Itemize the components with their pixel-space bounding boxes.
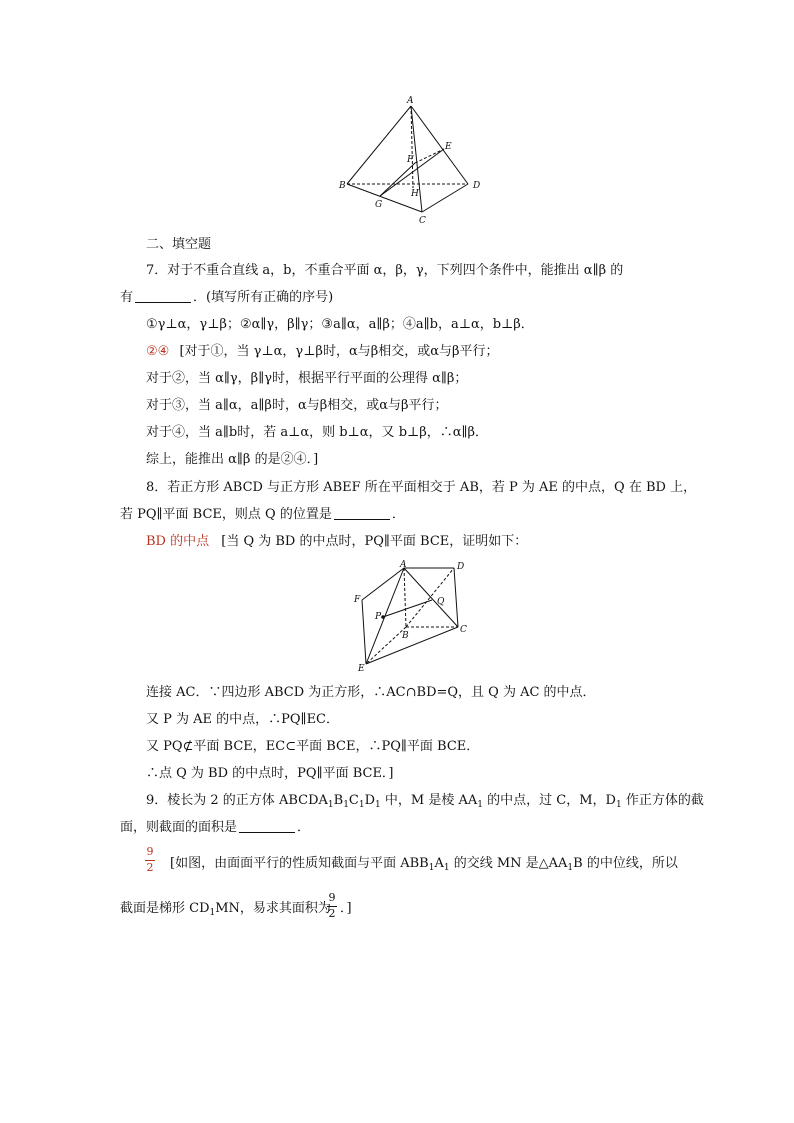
q8-explanation-head: [当 Q 为 BD 的中点时，PQ∥平面 BCE，证明如下： — [221, 534, 528, 549]
subscript: 1 — [209, 908, 216, 918]
subscript: 1 — [343, 800, 349, 810]
label-A: A — [407, 96, 414, 106]
label-D: D — [457, 562, 465, 572]
q9-answer-denominator: 2 — [146, 861, 154, 874]
q9-stem-part: 作正方体的截 — [621, 793, 704, 808]
subscript: 1 — [615, 800, 622, 810]
q8-answer: BD 的中点 — [146, 534, 210, 549]
edge-AD — [411, 106, 468, 184]
edge-FE — [415, 149, 444, 163]
q9-exp-part: MN，易求其面积为 — [215, 901, 331, 916]
subscript: 1 — [477, 800, 484, 810]
answer-blank — [334, 507, 390, 520]
label-B: B — [339, 181, 346, 191]
q8-explanation-3: 又 PQ⊄平面 BCE，EC⊂平面 BCE，∴PQ∥平面 BCE． — [146, 739, 480, 754]
q7-options: ①γ⊥α，γ⊥β；②α∥γ，β∥γ；③a∥α，a∥β；④a∥b，a⊥α，b⊥β． — [146, 317, 534, 332]
q9-stem-line1 — [146, 792, 704, 814]
edge-GF — [380, 163, 415, 196]
q7-explanation-3: 对于③，当 a∥α，a∥β时，α与β相交，或α与β平行； — [146, 398, 448, 413]
q7-answer-line — [146, 343, 499, 361]
tetrahedron-figure — [335, 92, 515, 227]
q7-answer: ②④ — [146, 344, 170, 359]
q7-explanation-4: 对于④，当 a∥b时，若 a⊥α，则 b⊥α，又 b⊥β，∴α∥β． — [146, 425, 489, 440]
q8-stem-text-a: 若 PQ∥平面 BCE，则点 Q 的位置是 — [120, 507, 332, 522]
answer-blank — [135, 290, 191, 303]
q9-area-denominator: 2 — [328, 907, 336, 920]
q7-stem-line2 — [120, 289, 333, 307]
q9-exp-part: 截面是梯形 CD — [120, 901, 210, 916]
q9-exp-part: B 的中位线，所以 — [573, 856, 678, 871]
q9-stem-part: 中，M 是棱 AA — [380, 793, 478, 808]
edge-DC — [454, 568, 458, 627]
squares-figure — [350, 560, 480, 672]
label-D: D — [473, 181, 481, 191]
subscript: 1 — [428, 863, 435, 873]
edge-EC — [366, 627, 458, 664]
label-C: C — [419, 216, 426, 226]
subscript: 1 — [375, 800, 381, 810]
subscript: 1 — [443, 863, 450, 873]
q9-stem-line2 — [120, 819, 310, 837]
q8-explanation-1: 连接 AC．∵四边形 ABCD 为正方形，∴AC∩BD=Q，且 Q 为 AC 的中点． — [146, 685, 596, 700]
section-title: 二、填空题 — [146, 237, 212, 252]
edge-FE — [362, 600, 366, 664]
q9-stem-part: 9．棱长为 2 的正方体 ABCDA — [146, 793, 328, 808]
q9-explanation-2 — [120, 900, 331, 922]
q7-explanation-5: 综上，能推出 α∥β 的是②④．] — [146, 452, 319, 467]
label-E: E — [445, 142, 452, 152]
q8-explanation-2: 又 P 为 AE 的中点，∴PQ∥EC． — [146, 712, 340, 727]
edge-AB — [404, 568, 406, 627]
q9-stem-part: B — [333, 793, 344, 808]
label-B: B — [402, 631, 409, 641]
q9-stem-part: 的中点，过 C，M，D — [483, 793, 616, 808]
q8-stem-line1: 8．若正方形 ABCD 与正方形 ABEF 所在平面相交于 AB，若 P 为 AE 的中点，Q 在 BD 上， — [146, 480, 697, 495]
label-E: E — [358, 664, 365, 672]
subscript: 1 — [567, 863, 574, 873]
q9-area-fraction — [326, 892, 338, 922]
q7-stem-text-b: ．(填写所有正确的序号) — [193, 290, 334, 305]
point-P — [381, 615, 385, 619]
q8-stem-text-b: ． — [391, 507, 405, 522]
q9-answer-fraction — [144, 846, 156, 876]
q8-explanation-4: ∴点 Q 为 BD 的中点时，PQ∥平面 BCE．] — [146, 766, 394, 781]
label-C: C — [460, 625, 467, 635]
q9-exp-part: [如图，由面面平行的性质知截面与平面 ABB — [170, 856, 429, 871]
q9-stem-text-b: ． — [297, 820, 311, 835]
label-Q: Q — [437, 597, 445, 607]
label-P: P — [375, 612, 382, 622]
q7-stem-text-a: 有 — [120, 290, 134, 305]
q7-explanation-1: [对于①，当 γ⊥α，γ⊥β时，α与β相交，或α与β平行； — [179, 344, 499, 359]
edge-AB — [347, 106, 411, 184]
edge-BD — [406, 568, 454, 627]
q9-stem-text-a: 面，则截面的面积是 — [120, 820, 238, 835]
q9-exp-part: A — [434, 856, 444, 871]
q9-explanation-2-end: ．] — [340, 901, 352, 916]
q8-answer-line — [146, 533, 527, 551]
q7-explanation-2: 对于②，当 α∥γ，β∥γ时，根据平行平面的公理得 α∥β； — [146, 371, 468, 386]
q9-answer-numerator: 9 — [146, 845, 154, 858]
label-F: F — [354, 595, 361, 605]
q9-stem-part: C — [348, 793, 359, 808]
label-H: H — [411, 189, 419, 199]
q7-stem-line1: 7．对于不重合直线 a，b，不重合平面 α，β，γ，下列四个条件中，能推出 α∥β 的 — [146, 263, 624, 278]
q8-stem-line2 — [120, 506, 405, 524]
edge-AC — [404, 568, 458, 627]
q9-exp-part: 的交线 MN 是△AA — [449, 856, 568, 871]
edge-BE — [366, 627, 406, 664]
q9-area-numerator: 9 — [328, 891, 336, 904]
answer-blank — [239, 820, 295, 833]
label-A: A — [400, 560, 407, 570]
q9-explanation-1 — [170, 855, 678, 877]
edge-CD — [422, 184, 468, 212]
q9-stem-part: D — [364, 793, 376, 808]
subscript: 1 — [327, 800, 334, 810]
label-F: F — [407, 155, 414, 165]
label-G: G — [375, 200, 383, 210]
subscript: 1 — [358, 800, 365, 810]
